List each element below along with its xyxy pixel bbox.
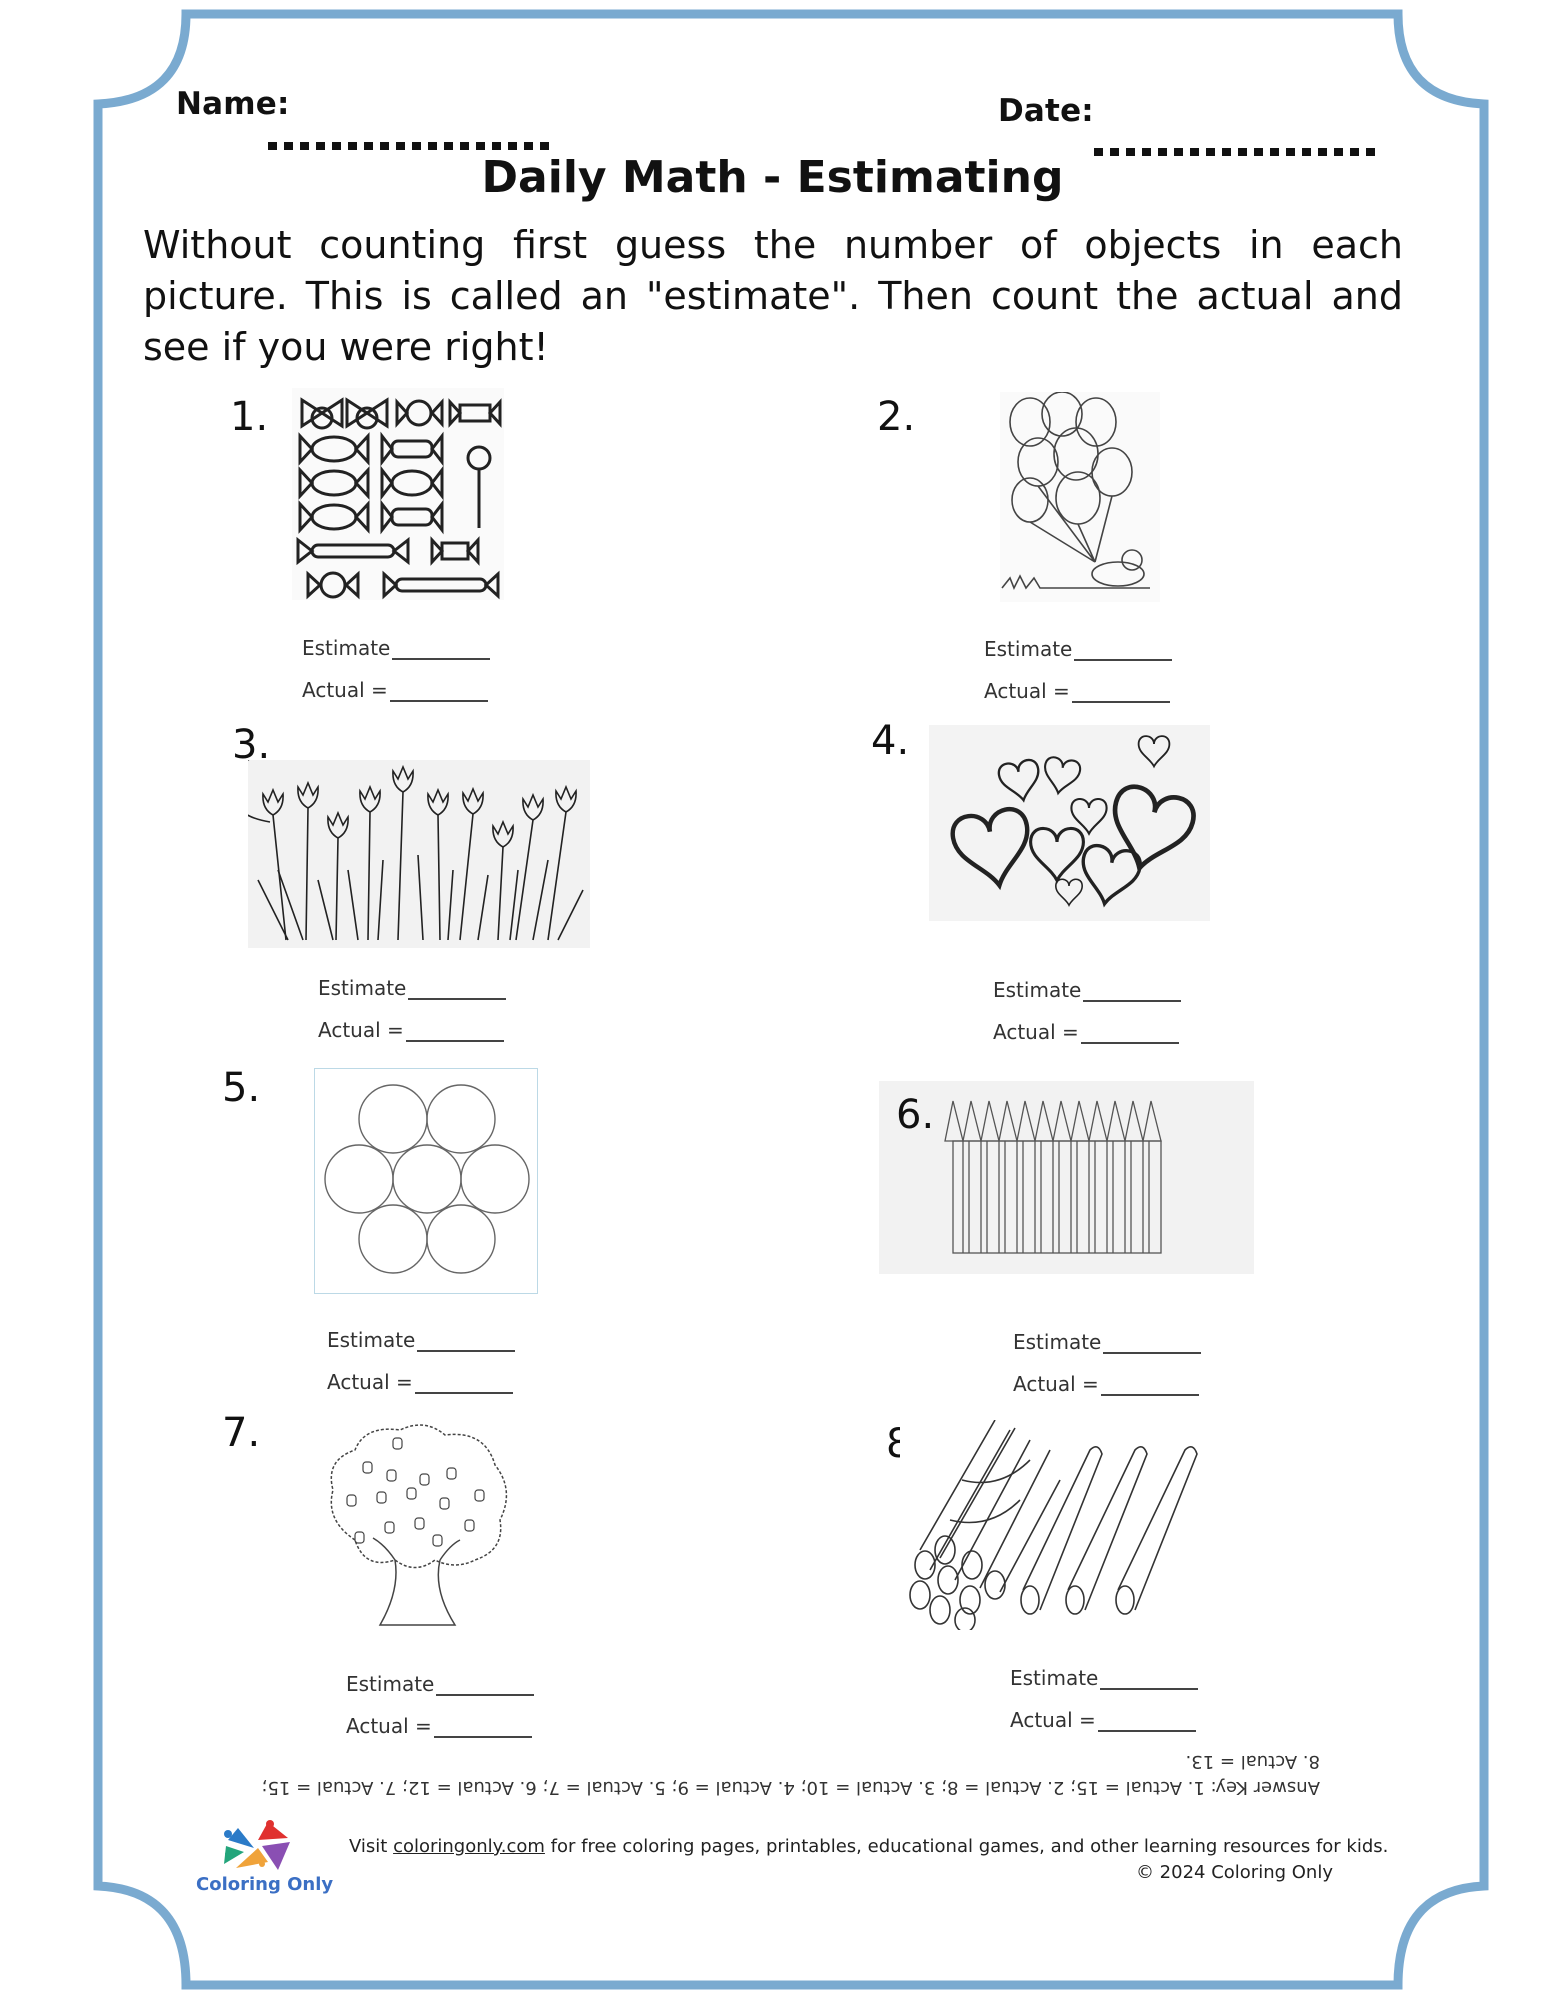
apple-tree-image	[325, 1420, 512, 1630]
sticks-image	[900, 1420, 1236, 1630]
footer-visit-text	[349, 1836, 1388, 1857]
tulips-image	[248, 760, 590, 948]
estimate-label: Estimate	[1013, 1330, 1102, 1354]
answer-fields-2	[984, 619, 1172, 703]
problem-number: 1.	[230, 394, 269, 440]
page-title: Daily Math - Estimating	[481, 152, 1064, 203]
estimate-label: Estimate	[993, 978, 1082, 1002]
actual-label: Actual =	[993, 1020, 1079, 1044]
estimate-input[interactable]	[436, 1676, 534, 1696]
actual-input[interactable]	[415, 1374, 513, 1394]
hearts-image	[929, 725, 1210, 921]
problem-number: 8.	[886, 1421, 925, 1467]
problem-number: 7.	[222, 1410, 261, 1456]
estimate-label: Estimate	[327, 1328, 416, 1352]
answer-fields-7	[346, 1654, 534, 1738]
estimate-label: Estimate	[1010, 1666, 1099, 1690]
actual-input[interactable]	[1101, 1376, 1199, 1396]
problem-number: 4.	[871, 718, 910, 764]
logo-text: Coloring Only	[196, 1874, 334, 1895]
coloring-only-logo-icon	[218, 1818, 298, 1874]
problem-number: 2.	[877, 394, 916, 440]
actual-label: Actual =	[318, 1018, 404, 1042]
answer-fields-3	[318, 958, 506, 1042]
answer-fields-5	[327, 1310, 515, 1394]
visit-suffix: for free coloring pages, printables, educational games, and other learning resources for kids.	[544, 1836, 1389, 1857]
actual-label: Actual =	[327, 1370, 413, 1394]
estimate-input[interactable]	[1074, 641, 1172, 661]
estimate-label: Estimate	[346, 1672, 435, 1696]
actual-input[interactable]	[390, 682, 488, 702]
actual-input[interactable]	[434, 1718, 532, 1738]
answer-fields-6	[1013, 1312, 1201, 1396]
visit-prefix: Visit	[349, 1836, 394, 1857]
answer-fields-1	[302, 618, 490, 702]
estimate-input[interactable]	[392, 640, 490, 660]
estimate-label: Estimate	[318, 976, 407, 1000]
name-label: Name:	[176, 86, 290, 122]
instructions: Without counting first guess the number of objects in each picture. This is called an "estimate". Then count the actual and see if you were right!	[143, 223, 1403, 369]
estimate-label: Estimate	[302, 636, 391, 660]
balloons-image	[1000, 392, 1160, 602]
name-field-line[interactable]	[268, 142, 556, 150]
site-link[interactable]: coloringonly.com	[393, 1836, 545, 1857]
problem-number: 3.	[232, 722, 271, 768]
date-label: Date:	[998, 93, 1094, 129]
estimate-input[interactable]	[417, 1332, 515, 1352]
candies-image	[292, 388, 504, 600]
circles-image	[315, 1069, 537, 1293]
actual-label: Actual =	[984, 679, 1070, 703]
answer-key: Answer Key: 1. Actual = 15; 2. Actual = 8; 3. Actual = 10; 4. Actual = 9; 5. Actual = 7; 6. Actual = 12; 7. Actual = 15; 8. Actual = 13.	[261, 1751, 1320, 1798]
pencils-image	[879, 1081, 1254, 1274]
actual-label: Actual =	[1013, 1372, 1099, 1396]
actual-input[interactable]	[406, 1022, 504, 1042]
answer-fields-8	[1010, 1648, 1198, 1732]
problem-number: 6.	[896, 1092, 935, 1138]
copyright: © 2024 Coloring Only	[1135, 1862, 1333, 1883]
estimate-label: Estimate	[984, 637, 1073, 661]
estimate-input[interactable]	[1100, 1670, 1198, 1690]
actual-label: Actual =	[302, 678, 388, 702]
actual-input[interactable]	[1072, 683, 1170, 703]
answer-fields-4	[993, 960, 1181, 1044]
estimate-input[interactable]	[408, 980, 506, 1000]
actual-input[interactable]	[1081, 1024, 1179, 1044]
estimate-input[interactable]	[1083, 982, 1181, 1002]
actual-label: Actual =	[1010, 1708, 1096, 1732]
actual-input[interactable]	[1098, 1712, 1196, 1732]
actual-label: Actual =	[346, 1714, 432, 1738]
problem-number: 5.	[222, 1065, 261, 1111]
estimate-input[interactable]	[1103, 1334, 1201, 1354]
